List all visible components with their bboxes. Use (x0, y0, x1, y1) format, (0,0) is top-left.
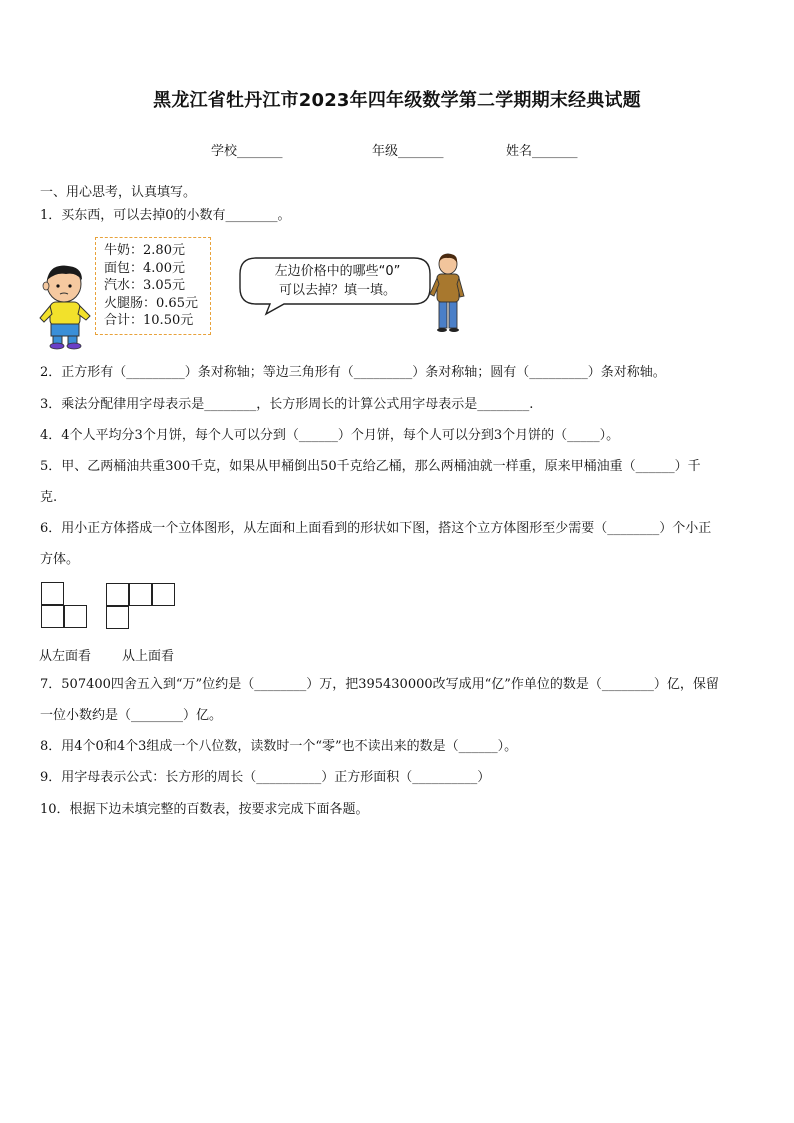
school-field: 学校_______ (211, 144, 283, 159)
question-7: 7．507400四舍五入到“万”位约是（________）万，把395430000改写成用“亿”作单位的数是（________）亿，保留 (40, 677, 719, 692)
price-row: 汽水： 3.05元 (104, 278, 185, 293)
price-row: 火腿肠： 0.65元 (104, 295, 198, 311)
question-3: 3．乘法分配律用字母表示是________，长方形周长的计算公式用字母表示是________. (40, 397, 534, 412)
question-4: 4．4个人平均分3个月饼，每个人可以分到（______）个月饼，每个人可以分到3个月饼的（_____）。 (40, 428, 620, 443)
question-6: 6．用小正方体搭成一个立体图形，从左面和上面看到的形状如下图，搭这个立方体图形至少需要（________）个小正 (40, 521, 712, 536)
grid-cell (129, 583, 152, 606)
name-field: 姓名_______ (506, 144, 578, 159)
question-6-cont: 方体。 (40, 552, 80, 567)
question-7-cont: 一位小数约是（________）亿。 (40, 708, 223, 723)
grid-cell (41, 605, 64, 628)
caption-left-view: 从左面看 (39, 649, 92, 664)
top-view-figure (106, 583, 178, 631)
question-8: 8．用4个0和4个3组成一个八位数，读数时一个“零”也不读出来的数是（______）。 (40, 739, 518, 754)
price-list-box (95, 237, 211, 335)
price-row: 牛奶： 2.80元 (104, 243, 185, 258)
question-1: 1．买东西，可以去掉0的小数有________。 (40, 208, 291, 223)
bubble-text: 左边价格中的哪些“0” 可以去掉？填一填。 (274, 264, 401, 298)
question-5-cont: 克. (40, 490, 58, 505)
grid-cell (64, 605, 87, 628)
page-title: 黑龙江省牡丹江市2023年四年级数学第二学期期末经典试题 (153, 90, 641, 111)
question-9: 9．用字母表示公式：长方形的周长（__________）正方形面积（__________） (40, 770, 491, 785)
caption-top-view: 从上面看 (122, 649, 175, 664)
man-illustration (428, 252, 468, 332)
question-2: 2．正方形有（_________）条对称轴；等边三角形有（_________）条对称轴；圆有（_________）条对称轴。 (40, 365, 666, 380)
grid-cell (106, 583, 129, 606)
boy-illustration (38, 262, 94, 350)
price-row: 合计： 10.50元 (104, 313, 194, 328)
price-row: 面包： 4.00元 (104, 260, 185, 276)
grid-cell (152, 583, 175, 606)
question-5: 5．甲、乙两桶油共重300千克，如果从甲桶倒出50千克给乙桶，那么两桶油就一样重，原来甲桶油重（______）千 (40, 459, 701, 474)
question-10: 10．根据下边未填完整的百数表，按要求完成下面各题。 (40, 802, 369, 817)
grid-cell (41, 582, 64, 605)
section-heading: 一、用心思考，认真填写。 (40, 185, 197, 200)
left-view-figure (41, 582, 91, 630)
grid-cell (106, 606, 129, 629)
grade-field: 年级_______ (372, 144, 444, 159)
